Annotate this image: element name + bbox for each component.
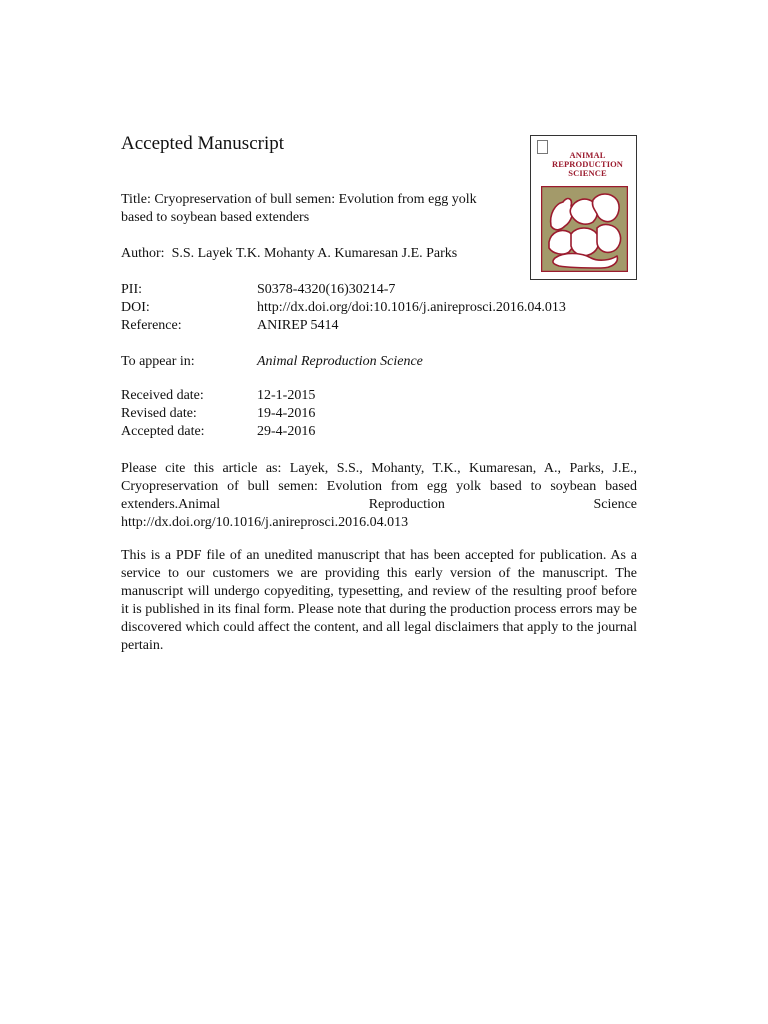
received-label: Received date: [121, 388, 204, 403]
received-date: 12-1-2015 [257, 388, 316, 403]
received-row [121, 387, 315, 405]
author-label: Author: [121, 246, 165, 261]
disclaimer-paragraph: This is a PDF file of an unedited manuscript that has been accepted for publication. As a service to our customers we are providing this early version of the manuscript. The manuscript will undergo copyediting, typesetting, and review of the resulting proof before it is published in its final form. Please note that during the production process errors may be discovered which could affect the content, and all legal disclaimers that apply to the journal pertain. [121, 548, 637, 653]
page-heading: Accepted Manuscript [121, 133, 285, 154]
title-label: Title: [121, 192, 151, 207]
manuscript-title [121, 191, 481, 227]
cover-title-line: ANIMAL [569, 150, 606, 160]
cover-title-line: SCIENCE [568, 168, 607, 178]
pii-row [121, 281, 566, 299]
accepted-date: 29-4-2016 [257, 424, 316, 439]
journal-section [121, 353, 423, 371]
revised-label: Revised date: [121, 406, 197, 421]
pig-head-icon [571, 228, 599, 256]
accepted-label: Accepted date: [121, 424, 205, 439]
reference-label: Reference: [121, 318, 182, 333]
identifiers-section [121, 281, 566, 335]
pii-value: S0378-4320(16)30214-7 [257, 282, 396, 297]
cover-animals-illustration-icon [541, 186, 628, 272]
doi-link[interactable]: http://dx.doi.org/doi:10.1016/j.anireprosci.2016.04.013 [257, 300, 566, 315]
journal-name: Animal Reproduction Science [257, 354, 423, 369]
reference-row [121, 317, 566, 335]
journal-label: To appear in: [121, 354, 195, 369]
doi-label: DOI: [121, 300, 150, 315]
reference-value: ANIREP 5414 [257, 318, 339, 333]
dates-section [121, 387, 315, 441]
revised-date: 19-4-2016 [257, 406, 316, 421]
journal-row [121, 353, 423, 371]
journal-cover [530, 135, 637, 280]
title-text: Cryopreservation of bull semen: Evolution from egg yolk based to soybean based extenders [121, 192, 477, 225]
doi-row [121, 299, 566, 317]
cover-title [545, 151, 630, 178]
author-names: S.S. Layek T.K. Mohanty A. Kumaresan J.E. Parks [171, 246, 458, 261]
dog-head-icon [597, 225, 621, 253]
cover-title-line: REPRODUCTION [551, 159, 624, 169]
pii-label: PII: [121, 282, 142, 297]
manuscript-authors [121, 245, 457, 263]
citation-paragraph: Please cite this article as: Layek, S.S., Mohanty, T.K., Kumaresan, A., Parks, J.E., Cryopreservation of bull semen: Evolution from egg yolk based to soybean based extenders.Animal Reproduction Science http://dx.doi.org/10.1016/j.anireprosci.2016.04.013 [121, 461, 637, 530]
accepted-row [121, 423, 315, 441]
sheep-head-icon [549, 230, 574, 254]
revised-row [121, 405, 315, 423]
